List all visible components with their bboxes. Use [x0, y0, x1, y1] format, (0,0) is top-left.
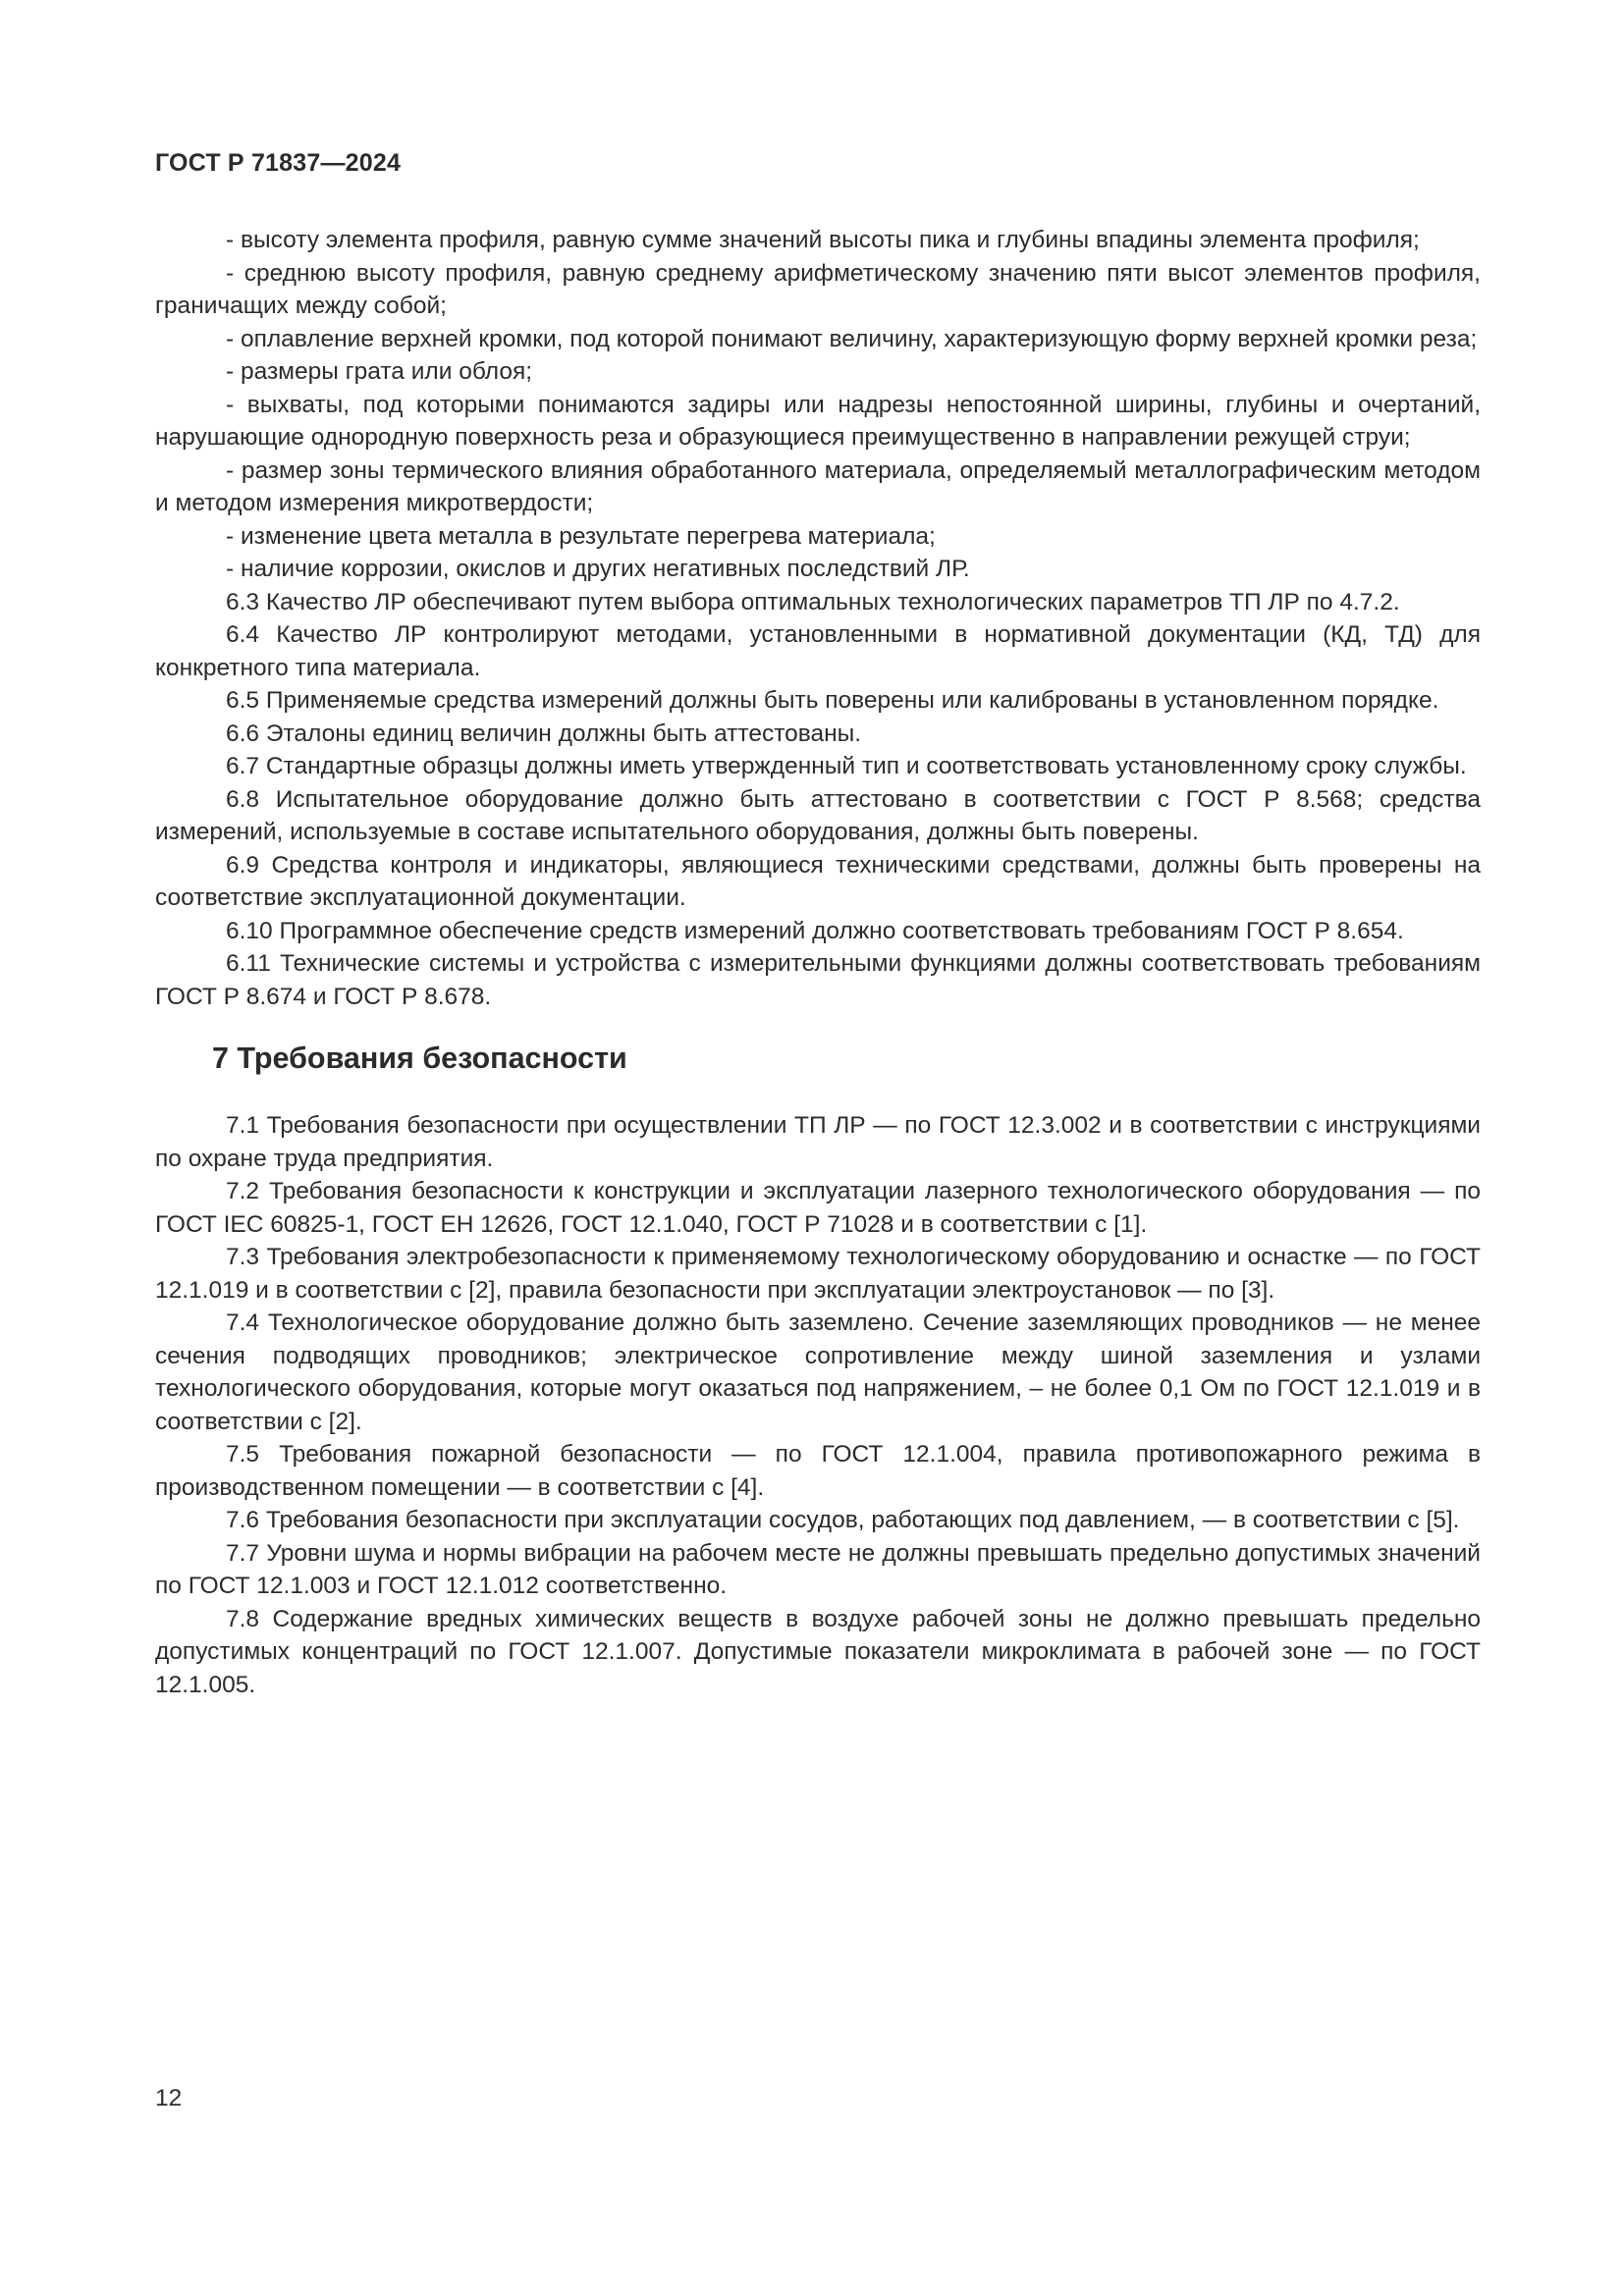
list-item: - размер зоны термического влияния обработанного материала, определяемый металлографическим методом и методом измерения микротвердости;	[155, 456, 1481, 516]
list-item: - размеры грата или облоя;	[226, 358, 533, 385]
clause-6-5: 6.5 Применяемые средства измерений должны быть поверены или калиброваны в установленном порядке.	[226, 687, 1439, 714]
list-item: - среднюю высоту профиля, равную среднему арифметическому значению пяти высот элементов профиля, граничащих между собой;	[155, 259, 1481, 319]
clause-6-4: 6.4 Качество ЛР контролируют методами, установленными в нормативной документации (КД, ТД) для конкретного типа материала.	[155, 621, 1481, 681]
clause-6-11: 6.11 Технические системы и устройства с измерительными функциями должны соответствовать требованиям ГОСТ Р 8.674 и ГОСТ Р 8.678.	[155, 950, 1481, 1010]
document-id: ГОСТ Р 71837—2024	[155, 149, 402, 177]
clause-6-6: 6.6 Эталоны единиц величин должны быть аттестованы.	[226, 720, 862, 747]
clause-7-2: 7.2 Требования безопасности к конструкции и эксплуатации лазерного технологического оборудования — по ГОСТ IEC 60825-1, ГОСТ ЕН 12626, ГОСТ 12.1.040, ГОСТ Р 71028 и в соответствии с [1].	[155, 1178, 1481, 1238]
clause-7-5: 7.5 Требования пожарной безопасности — по ГОСТ 12.1.004, правила противопожарного режима в производственном помещении — в соответствии с [4].	[155, 1441, 1481, 1501]
clause-6-3: 6.3 Качество ЛР обеспечивают путем выбора оптимальных технологических параметров ТП ЛР по 4.7.2.	[226, 588, 1400, 615]
section-title: 7 Требования безопасности	[212, 1041, 627, 1075]
list-item: - изменение цвета металла в результате перегрева материала;	[226, 522, 936, 550]
clause-6-7: 6.7 Стандартные образцы должны иметь утвержденный тип и соответствовать установленному сроку службы.	[226, 753, 1467, 779]
list-item: - выхваты, под которыми понимаются задиры или надрезы непостоянной ширины, глубины и очертаний, нарушающие однородную поверхность реза и образующиеся преимущественно в направлении режущей струи;	[155, 391, 1481, 451]
page-number: 12	[155, 2085, 183, 2111]
clause-7-3: 7.3 Требования электробезопасности к применяемому технологическому оборудованию и оснастке — по ГОСТ 12.1.019 и в соответствии с [2], правила безопасности при эксплуатации электроустановок — по [3].	[155, 1244, 1481, 1304]
clause-6-8: 6.8 Испытательное оборудование должно быть аттестовано в соответствии с ГОСТ Р 8.568; средства измерений, используемые в составе испытательного оборудования, должны быть поверены.	[155, 785, 1481, 845]
clause-7-8: 7.8 Содержание вредных химических веществ в воздухе рабочей зоны не должно превышать предельно допустимых концентраций по ГОСТ 12.1.007. Допустимые показатели микроклимата в рабочей зоне — по ГОСТ 12.1.005.	[155, 1605, 1481, 1698]
clause-7-7: 7.7 Уровни шума и нормы вибрации на рабочем месте не должны превышать предельно допустимых значений по ГОСТ 12.1.003 и ГОСТ 12.1.012 соответственно.	[155, 1539, 1481, 1599]
list-item: - оплавление верхней кромки, под которой понимают величину, характеризующую форму верхней кромки реза;	[226, 325, 1478, 352]
clause-6-10: 6.10 Программное обеспечение средств измерений должно соответствовать требованиям ГОСТ Р 8.654.	[226, 917, 1404, 944]
clause-7-1: 7.1 Требования безопасности при осуществлении ТП ЛР — по ГОСТ 12.3.002 и в соответствии с инструкциями по охране труда предприятия.	[155, 1112, 1481, 1172]
list-item: - наличие коррозии, окислов и других негативных последствий ЛР.	[226, 556, 970, 582]
page-content	[155, 224, 1481, 1701]
clause-7-6: 7.6 Требования безопасности при эксплуатации сосудов, работающих под давлением, — в соответствии с [5].	[226, 1507, 1460, 1533]
clause-7-4: 7.4 Технологическое оборудование должно быть заземлено. Сечение заземляющих проводников — не менее сечения подводящих проводников; электрическое сопротивление между шиной заземления и узлами технологического оборудования, которые могут оказаться под напряжением, – не более 0,1 Ом по ГОСТ 12.1.019 и в соответствии с [2].	[155, 1309, 1481, 1435]
list-item: - высоту элемента профиля, равную сумме значений высоты пика и глубины впадины элемента профиля;	[226, 227, 1420, 253]
clause-6-9: 6.9 Средства контроля и индикаторы, являющиеся техническими средствами, должны быть проверены на соответствие эксплуатационной документации.	[155, 851, 1481, 911]
